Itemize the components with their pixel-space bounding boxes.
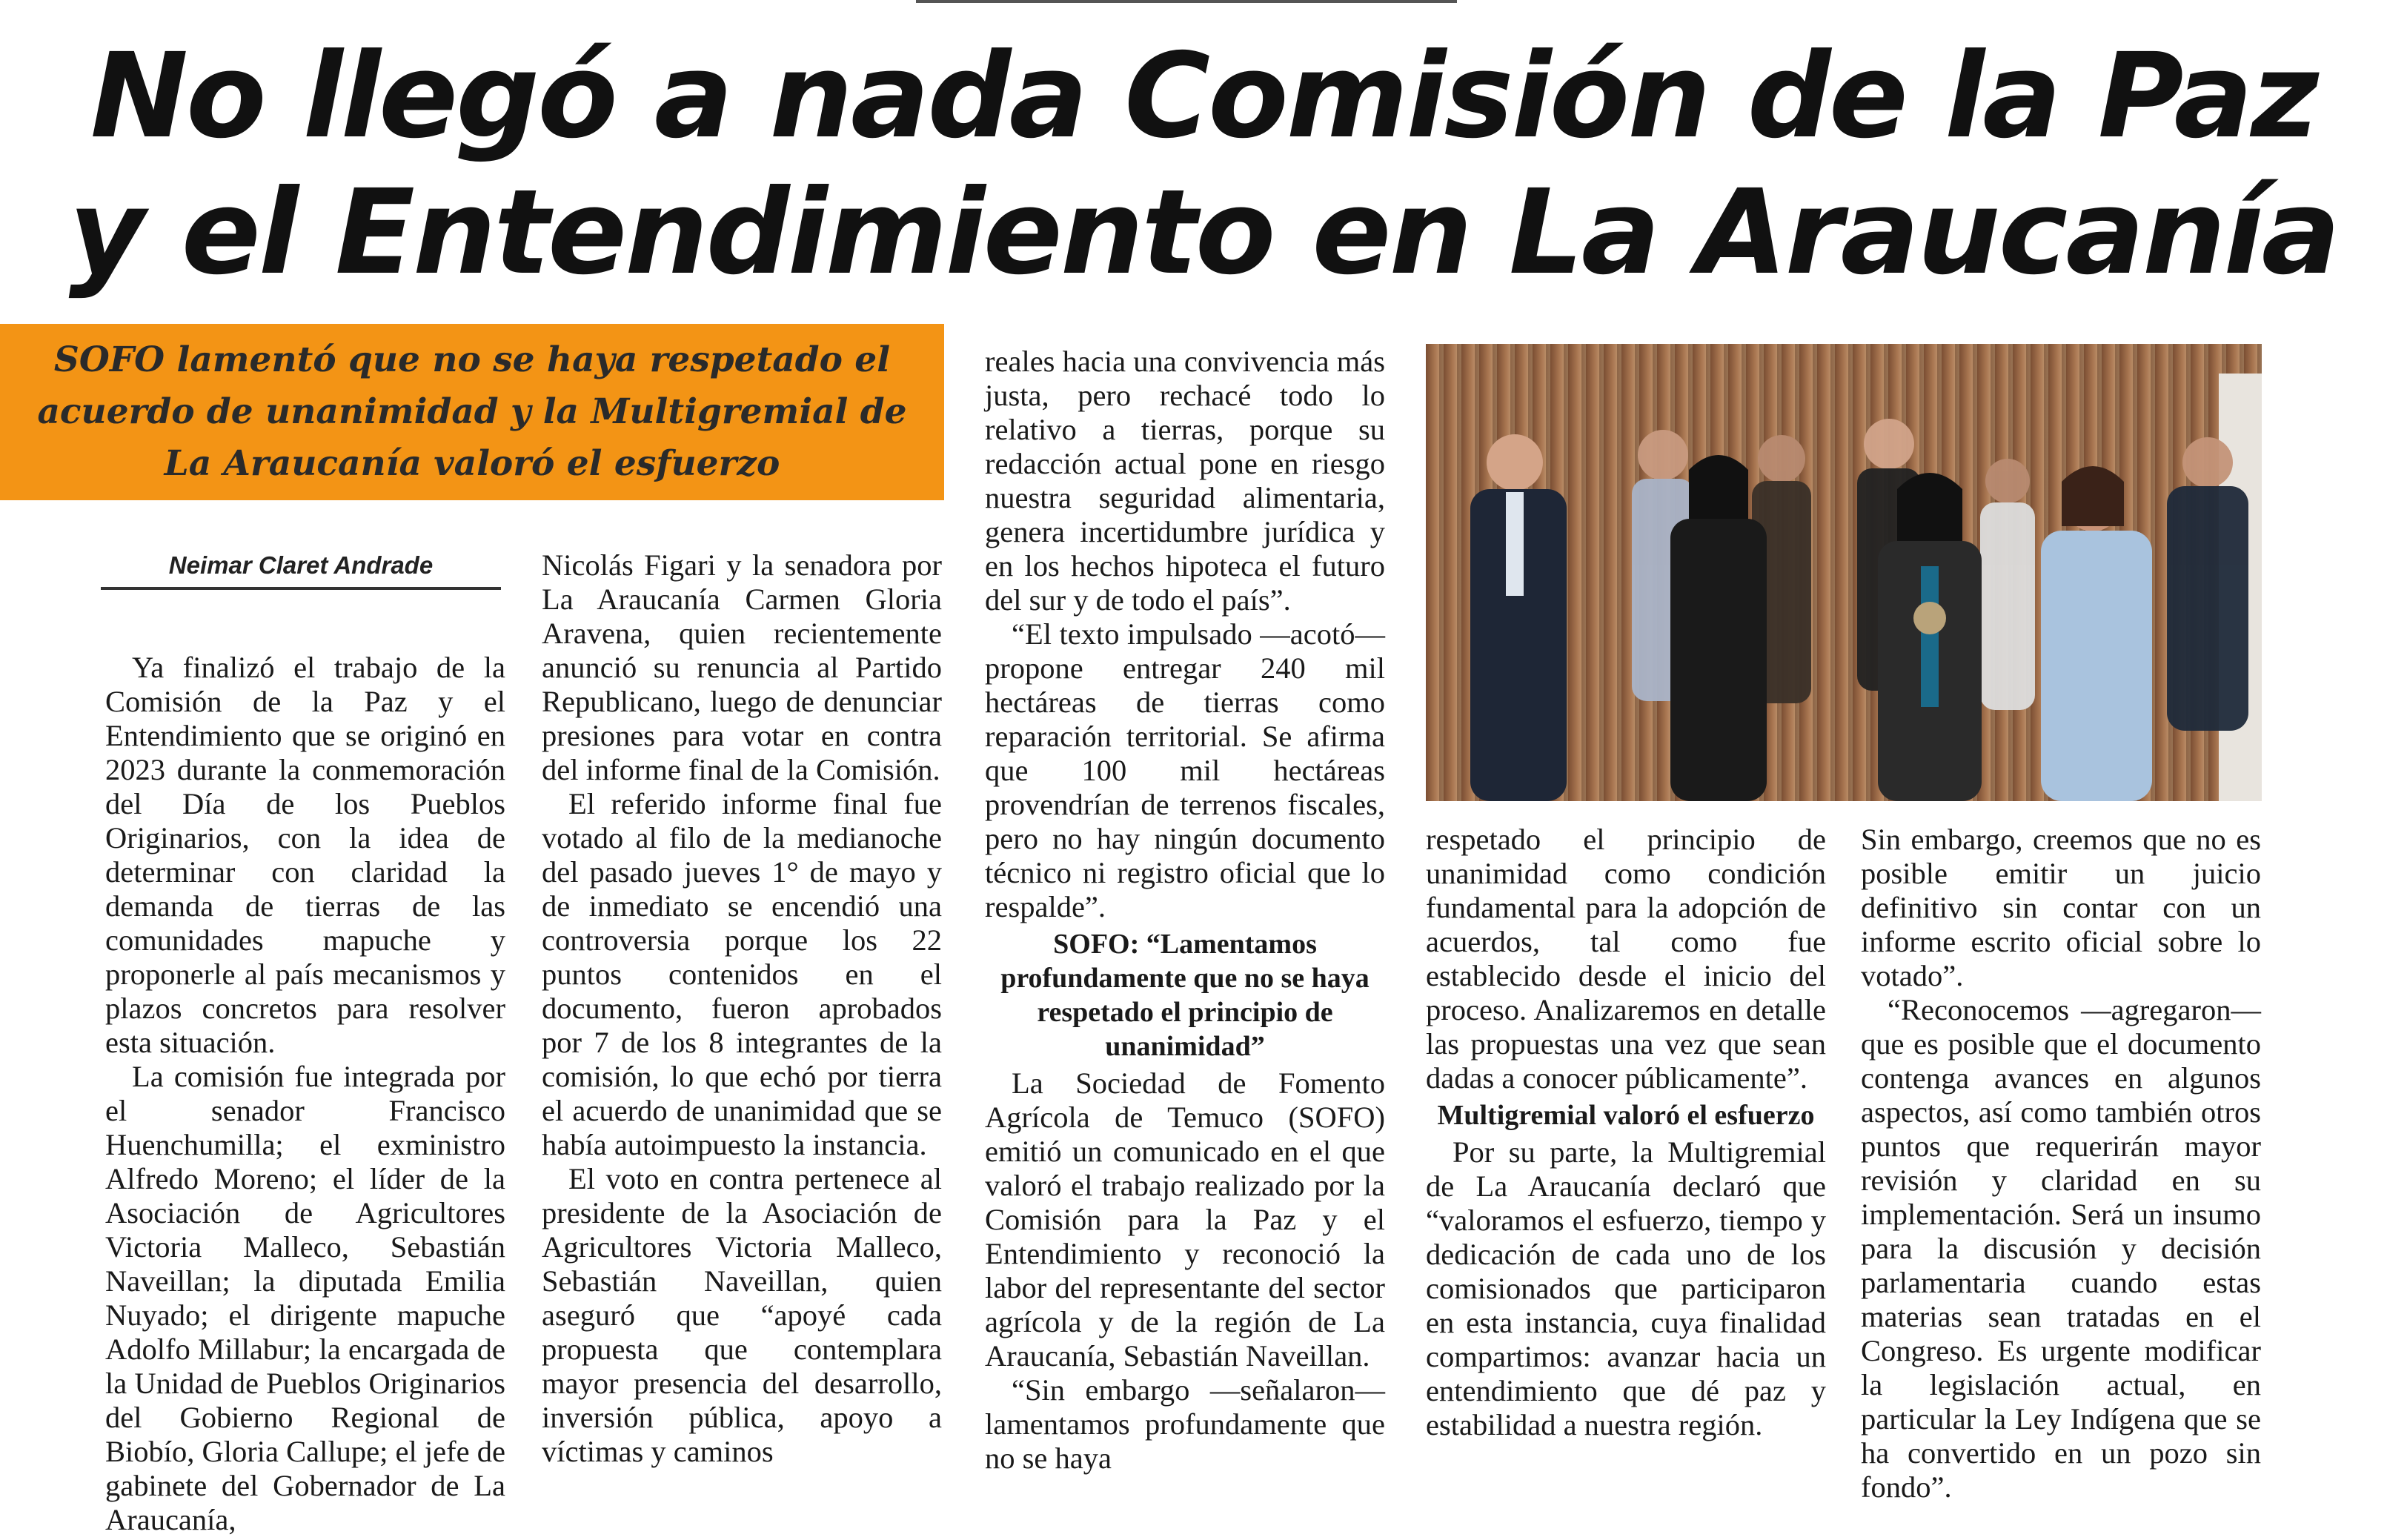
paragraph: respetado el principio de unanimidad como condición fundamental para la adopción de acuerdos, tal como fue establecido desde el inicio del proceso. Analizaremos en detalle las propuestas una vez que sean dadas a conocer públicamente”. [1426,823,1826,1095]
subhead-sofo: SOFO: “Lamentamos profundamente que no se haya respetado el principio de unanimidad” [1000,929,1370,1062]
paragraph: Sin embargo, creemos que no es posible emitir un juicio definitivo sin contar con un informe escrito oficial sobre lo votado”. [1861,823,2261,992]
column-3 [985,345,1385,1476]
paragraph: El referido informe final fue votado al filo de la medianoche del pasado jueves 1° de mayo y de inmediato se encendió una controversia porque los 22 puntos contenidos en el documento, fueron aprobados por 7 de los 8 integrantes de la comisión, lo que echó por tierra el acuerdo de unanimidad que se había autoimpuesto la instancia. [542,787,942,1161]
paragraph: reales hacia una convivencia más justa, pero rechacé todo lo relativo a tierras, porque su redacción actual pone en riesgo nuestra seguridad alimentaria, genera incertidumbre jurídica y en los hechos hipoteca el futuro del sur y de todo el país”. [985,345,1385,617]
column-4 [1426,823,1826,1442]
group-photo [1426,344,2262,801]
headline-line-2: y el Entendimiento en La Araucanía [68,165,2339,301]
photo-icon [1426,344,2262,801]
deck-box [0,324,944,500]
paragraph: Ya finalizó el trabajo de la Comisión de la Paz y el Entendimiento que se originó en 2023 durante la conmemoración del Día de los Pueblos Originarios, con la idea de determinar con claridad la demanda de tierras de las comunidades mapuche y proponerle al país mecanismos y plazos concretos para resolver esta situación. [105,651,505,1059]
paragraph: Nicolás Figari y la senadora por La Araucanía Carmen Gloria Aravena, quien recientemente anunció su renuncia al Partido Republicano, luego de denunciar presiones para votar en contra del informe final de la Comisión. [542,548,942,786]
paragraph: La comisión fue integrada por el senador Francisco Huenchumilla; el exministro Alfredo Moreno; el líder de la Asociación de Agricultores Victoria Malleco, Sebastián Naveillan; la diputada Emilia Nuyado; el dirigente mapuche Adolfo Millabur; la encargada de la Unidad de Pueblos Originarios del Gobierno Regional de Biobío, Gloria Callupe; el jefe de gabinete del Gobernador de La Araucanía, [105,1060,505,1536]
column-2 [542,548,942,1469]
top-rule [916,0,1457,3]
byline: Neimar Claret Andrade [101,551,501,590]
column-1 [105,651,505,1537]
headline [0,28,2407,301]
paragraph: El voto en contra pertenece al presidente de la Asociación de Agricultores Victoria Malleco, Sebastián Naveillan, quien aseguró que “apoyé cada propuesta que contemplara mayor presencia del desarrollo, inversión pública, apoyo a víctimas y caminos [542,1162,942,1468]
paragraph: Por su parte, la Multigremial de La Araucanía declaró que “valoramos el esfuerzo, tiempo y dedicación de cada uno de los comisionados que participaron en esta instancia, cuya finalidad compartimos: avanzar hacia un entendimiento que dé paz y estabilidad a nuestra región. [1426,1135,1826,1441]
paragraph: La Sociedad de Fomento Agrícola de Temuco (SOFO) emitió un comunicado en el que valoró el trabajo realizado por la Comisión para la Paz y el Entendimiento y reconoció la labor del representante del sector agrícola y de la región de La Araucanía, Sebastián Naveillan. [985,1066,1385,1373]
paragraph: “Reconocemos —agregaron— que es posible que el documento contenga avances en algunos aspectos, así como también otros puntos que requerirán mayor revisión y claridad en su implementación. Será un insumo para la discusión y decisión parlamentaria cuando estas materias sean tratadas en el Congreso. Es urgente modificar la legislación actual, en particular la Ley Indígena que se ha convertido en un pozo sin fondo”. [1861,993,2261,1504]
subhead-multigremial: Multigremial valoró el esfuerzo [1437,1100,1815,1131]
paragraph: “Sin embargo —señalaron— lamentamos profundamente que no se haya [985,1373,1385,1475]
headline-line-1: No llegó a nada Comisión de la Paz [90,28,2317,165]
column-5 [1861,823,2261,1504]
paragraph: “El texto impulsado —acotó— propone entregar 240 mil hectáreas de tierras como reparación territorial. Se afirma que 100 mil hectáreas provendrían de terrenos fiscales, pero no hay ningún documento técnico ni registro oficial que lo respalde”. [985,617,1385,923]
deck-text: SOFO lamentó que no se haya respetado el acuerdo de unanimidad y la Multigremial de La Araucanía valoró el esfuerzo [37,339,907,484]
